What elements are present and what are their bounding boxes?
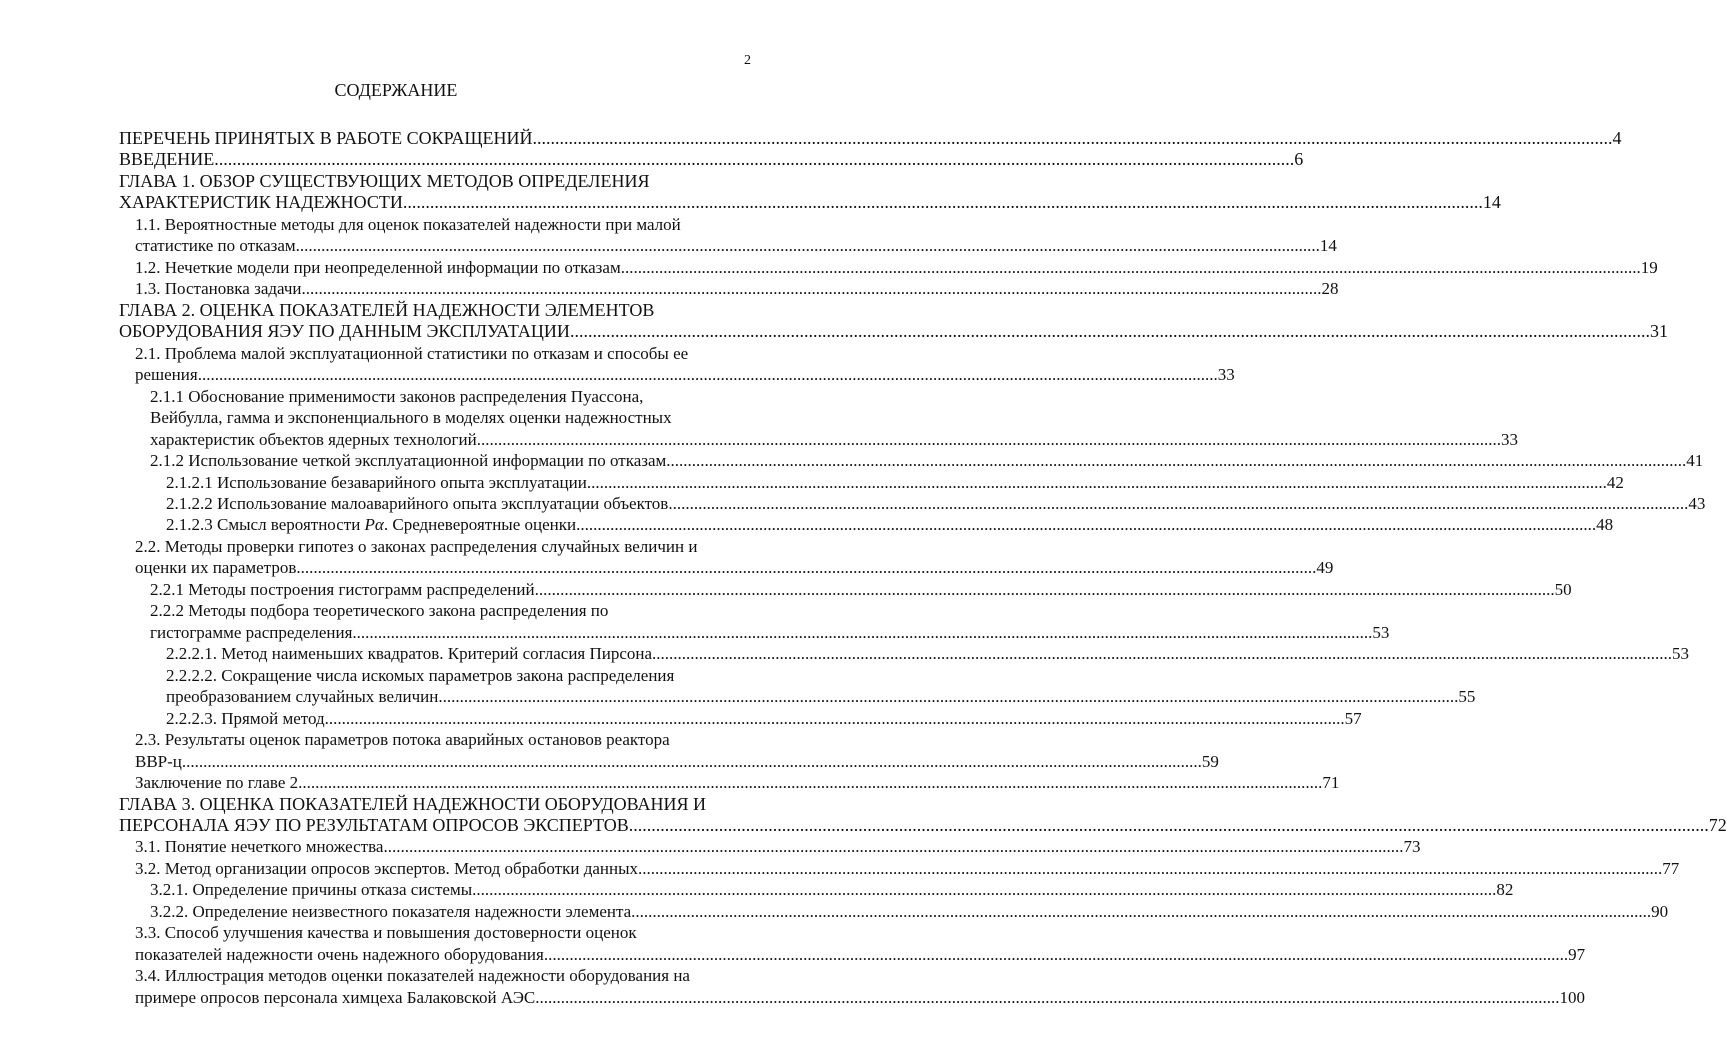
toc-entry-title: Вейбулла, гамма и экспоненциального в моделях оценки надежностных xyxy=(150,408,672,428)
toc-entry-text xyxy=(119,149,214,170)
toc-leader-dots xyxy=(325,708,1345,729)
toc-entry-title: 3.3. Способ улучшения качества и повышения достоверности оценок xyxy=(135,923,637,943)
toc-leader-dots xyxy=(481,429,1501,450)
toc-entry xyxy=(119,171,754,192)
toc-entry-title: ОБОРУДОВАНИЯ ЯЭУ ПО ДАННЫМ ЭКСПЛУАТАЦИИ xyxy=(119,321,570,342)
toc-entry-title: 2.2.2.1. Метод наименьших квадратов. Критерий согласия Пирсона xyxy=(166,644,653,664)
toc-entry-title: 1.2. Нечеткие модели при неопределенной информации по отказам xyxy=(135,257,621,277)
toc-entry xyxy=(119,965,754,986)
toc-entry xyxy=(119,429,1518,450)
toc-page-number: 41 xyxy=(1686,451,1704,471)
toc-entry-title: 2.2.1 Методы построения гистограмм распределений xyxy=(150,579,535,599)
toc-entry-title: 3.1. Понятие нечеткого множества xyxy=(135,837,384,857)
toc-entry-title: статистике по отказам. xyxy=(135,236,300,256)
toc-entry-text xyxy=(119,815,629,836)
toc-entry-text xyxy=(135,772,302,793)
toc-entry-text xyxy=(166,665,674,686)
toc-entry-title: 3.2. Метод организации опросов экспертов. Метод обработки данных. xyxy=(135,858,643,878)
toc-entry-text xyxy=(135,364,198,385)
toc-entry xyxy=(119,278,1339,299)
toc-leader-dots xyxy=(570,321,1650,342)
toc-entry xyxy=(119,407,754,428)
toc-entry-title: 2.2.2.2. Сокращение числа искомых параметров закона распределения xyxy=(166,665,675,685)
toc-entry-text xyxy=(166,493,668,514)
toc-leader-dots xyxy=(438,686,1458,707)
toc-leader-dots xyxy=(642,858,1662,879)
toc-entry xyxy=(119,493,1706,514)
toc-entry xyxy=(119,665,754,686)
toc-entry-title: решения xyxy=(135,365,198,385)
toc-entry xyxy=(119,922,754,943)
toc-entry xyxy=(119,386,754,407)
toc-page-number: 49 xyxy=(1316,558,1334,578)
toc-entry-title: 2.2.2 Методы подбора теоретического закона распределения по xyxy=(150,601,609,621)
toc-entry xyxy=(119,364,1235,385)
toc-entry-title: примере опросов персонала химцеха Балаковской АЭС. xyxy=(135,987,540,1007)
toc-entry xyxy=(119,300,754,321)
toc-entry-title: оценки их параметров xyxy=(135,558,297,578)
toc-entry xyxy=(119,772,1340,793)
toc-leader-dots xyxy=(576,514,1596,535)
toc-page-number: 59 xyxy=(1201,751,1219,771)
toc-leader-dots xyxy=(198,364,1218,385)
toc-entry-text xyxy=(166,686,438,707)
toc-page-number: 14 xyxy=(1482,192,1501,213)
toc-entry xyxy=(119,836,1421,857)
toc-page-number: 43 xyxy=(1688,493,1706,513)
page-number: 2 xyxy=(744,53,751,68)
toc-entry-text xyxy=(135,214,681,235)
toc-entry-title: ПЕРЕЧЕНЬ ПРИНЯТЫХ В РАБОТЕ СОКРАЩЕНИЙ xyxy=(119,128,533,148)
toc-entry-title: 2.2. Методы проверки гипотез о законах распределения случайных величин и xyxy=(135,536,698,556)
toc-leader-dots xyxy=(631,901,1651,922)
toc-entry xyxy=(119,536,754,557)
toc-entry xyxy=(119,343,754,364)
toc-page-number: 90 xyxy=(1651,901,1669,921)
toc-page-number: 14 xyxy=(1319,236,1337,256)
toc-entry-text xyxy=(150,407,672,428)
toc-entry xyxy=(119,643,1690,664)
toc-entry-title: 2.1.2.3 Смысл вероятности xyxy=(166,515,365,535)
toc-entry-title: ГЛАВА 3. ОЦЕНКА ПОКАЗАТЕЛЕЙ НАДЕЖНОСТИ ОБОРУДОВАНИЯ И xyxy=(119,793,707,814)
toc-entry-title: 2.1. Проблема малой эксплуатационной статистики по отказам и способы ее xyxy=(135,343,689,363)
toc-entry-title: 2.1.2.1 Использование безаварийного опыта эксплуатации xyxy=(166,472,587,492)
toc-entry-title: 3.4. Иллюстрация методов оценки показателей надежности оборудования на xyxy=(135,966,690,986)
toc-leader-dots xyxy=(533,128,1613,149)
toc-entry-text xyxy=(135,235,300,256)
toc-leader-dots xyxy=(214,149,1294,170)
toc-entry xyxy=(119,686,1476,707)
toc-entry-title: 3.2.1. Определение причины отказа системы. xyxy=(150,880,477,900)
toc-entry-title: гистограмме распределения xyxy=(150,622,353,642)
toc-entry xyxy=(119,815,1727,836)
toc-leader-dots xyxy=(668,493,1688,514)
toc-entry xyxy=(119,901,1669,922)
toc-entry-title: 1.1. Вероятностные методы для оценок показателей надежности при малой xyxy=(135,214,681,234)
toc-entry-text xyxy=(166,514,576,535)
toc-page-number: 4 xyxy=(1612,128,1622,148)
toc-entry xyxy=(119,987,1586,1008)
toc-entry-title: 3.2.2. Определение неизвестного показателя надежности элемента xyxy=(150,901,632,921)
toc-page-number: 31 xyxy=(1649,321,1668,342)
toc-leader-dots xyxy=(652,643,1672,664)
toc-entry-text xyxy=(135,987,540,1008)
toc-leader-dots xyxy=(300,235,1320,256)
toc-entry-title: 2.1.1 Обоснование применимости законов распределения Пуассона, xyxy=(150,386,644,406)
toc-entry xyxy=(119,321,1668,342)
toc-page-number: 33 xyxy=(1217,365,1235,385)
toc-leader-dots xyxy=(540,987,1560,1008)
toc-entry xyxy=(119,858,1680,879)
toc-leader-dots xyxy=(548,944,1568,965)
toc-entry-title: ГЛАВА 2. ОЦЕНКА ПОКАЗАТЕЛЕЙ НАДЕЖНОСТИ ЭЛЕМЕНТОВ xyxy=(119,299,655,320)
toc-entry xyxy=(119,149,1304,170)
toc-entry xyxy=(119,708,1362,729)
toc-entry-title: характеристик объектов ядерных технологий. xyxy=(150,429,481,449)
toc-entry-text xyxy=(150,429,481,450)
toc-entry-title: Заключение по главе 2. xyxy=(135,773,303,793)
toc-entry xyxy=(119,622,1390,643)
toc-page-number: 100 xyxy=(1559,987,1586,1007)
toc-entry-text xyxy=(150,600,608,621)
toc-entry-text xyxy=(135,858,642,879)
toc-entry xyxy=(119,751,1219,772)
toc-entry-text xyxy=(150,879,476,900)
toc-entry xyxy=(119,944,1586,965)
toc-leader-dots xyxy=(383,836,1403,857)
toc-page-number: 28 xyxy=(1321,279,1339,299)
toc-entry-text xyxy=(119,300,654,321)
toc-entry-text xyxy=(150,901,631,922)
toc-leader-dots xyxy=(476,879,1496,900)
toc-page-number: 53 xyxy=(1372,622,1390,642)
toc-entry xyxy=(119,192,1501,213)
toc-leader-dots xyxy=(302,772,1322,793)
toc-entry-text xyxy=(150,450,666,471)
toc-entry-text xyxy=(135,557,296,578)
toc-entry-title: показателей надежности очень надежного оборудования. xyxy=(135,944,549,964)
toc-leader-dots xyxy=(182,751,1202,772)
toc-entry xyxy=(119,128,1622,149)
toc-entry-title: ВВР-ц xyxy=(135,751,182,771)
toc-entry-title: 2.2.2.3. Прямой метод xyxy=(166,708,325,728)
toc-entry-text xyxy=(119,171,650,192)
toc-page-number: 50 xyxy=(1554,579,1572,599)
toc-entry-title: ВВЕДЕНИЕ xyxy=(119,149,215,170)
toc-entry xyxy=(119,214,754,235)
toc-entry-text xyxy=(166,708,325,729)
toc-entry-text xyxy=(135,536,697,557)
toc-entry-title: 2.1.2.2 Использование малоаварийного опыта эксплуатации объектов xyxy=(166,493,669,513)
toc-leader-dots xyxy=(535,579,1555,600)
toc-leader-dots xyxy=(352,622,1372,643)
toc-entry xyxy=(119,235,1337,256)
toc-page-number: 82 xyxy=(1496,880,1514,900)
toc-entry-title: ПЕРСОНАЛА ЯЭУ ПО РЕЗУЛЬТАТАМ ОПРОСОВ ЭКСПЕРТОВ xyxy=(119,815,629,835)
toc-entry-title: ГЛАВА 1. ОБЗОР СУЩЕСТВУЮЩИХ МЕТОДОВ ОПРЕДЕЛЕНИЯ xyxy=(119,170,650,191)
toc-entry xyxy=(119,794,754,815)
toc-leader-dots xyxy=(587,472,1607,493)
toc-entry-text xyxy=(150,622,352,643)
toc-leader-dots xyxy=(666,450,1686,471)
toc-leader-dots xyxy=(403,192,1483,213)
toc-page-number: 42 xyxy=(1606,472,1624,492)
page-title: СОДЕРЖАНИЕ xyxy=(334,80,458,100)
toc-page-number: 6 xyxy=(1294,149,1304,170)
toc-entry-title-cont: . Средневероятные оценки xyxy=(383,515,577,535)
toc-entry-text xyxy=(135,278,302,299)
toc-entry-text xyxy=(119,128,533,149)
toc-entry-title: ХАРАКТЕРИСТИК НАДЕЖНОСТИ xyxy=(119,192,403,213)
toc-entry-title: преобразованием случайных величин xyxy=(166,687,439,707)
toc-entry-text xyxy=(119,794,706,815)
table-of-contents xyxy=(119,128,1727,1008)
toc-entry-title: 1.3. Постановка задачи xyxy=(135,279,302,299)
toc-entry xyxy=(119,257,1658,278)
toc-page-number: 53 xyxy=(1672,644,1690,664)
toc-entry-text xyxy=(135,343,688,364)
toc-entry-title: 2.1.2 Использование четкой эксплуатационной информации по отказам xyxy=(150,451,667,471)
toc-leader-dots xyxy=(302,278,1322,299)
toc-entry-text xyxy=(119,192,403,213)
toc-page-number: 73 xyxy=(1403,837,1421,857)
toc-entry xyxy=(119,579,1572,600)
toc-page-number: 55 xyxy=(1458,687,1476,707)
toc-entry-title: 2.3. Результаты оценок параметров потока аварийных остановов реактора xyxy=(135,730,670,750)
toc-page-number: 48 xyxy=(1596,515,1614,535)
toc-page-number: 19 xyxy=(1640,257,1658,277)
toc-entry-text xyxy=(150,579,535,600)
toc-entry xyxy=(119,557,1334,578)
toc-entry-text xyxy=(135,729,670,750)
toc-entry-text xyxy=(135,944,548,965)
toc-page-number: 77 xyxy=(1662,858,1680,878)
toc-entry-text xyxy=(135,751,182,772)
toc-entry xyxy=(119,729,754,750)
toc-entry xyxy=(119,514,1614,535)
toc-entry-text xyxy=(135,922,637,943)
toc-entry-formula: Pα xyxy=(364,515,384,535)
toc-page-number: 33 xyxy=(1500,429,1518,449)
toc-leader-dots xyxy=(621,257,1641,278)
toc-entry xyxy=(119,450,1704,471)
toc-entry-text xyxy=(166,472,587,493)
toc-leader-dots xyxy=(629,815,1709,836)
toc-entry xyxy=(119,879,1514,900)
toc-page-number: 71 xyxy=(1322,773,1340,793)
toc-leader-dots xyxy=(296,557,1316,578)
toc-page-number: 57 xyxy=(1344,708,1362,728)
toc-page-number: 97 xyxy=(1568,944,1586,964)
toc-entry-text xyxy=(166,643,652,664)
toc-entry-text xyxy=(135,257,621,278)
toc-entry-text xyxy=(150,386,643,407)
toc-entry-text xyxy=(119,321,570,342)
toc-entry xyxy=(119,472,1624,493)
toc-entry-text xyxy=(135,836,383,857)
toc-entry xyxy=(119,600,754,621)
toc-entry-text xyxy=(135,965,690,986)
toc-page-number: 72 xyxy=(1708,815,1727,835)
